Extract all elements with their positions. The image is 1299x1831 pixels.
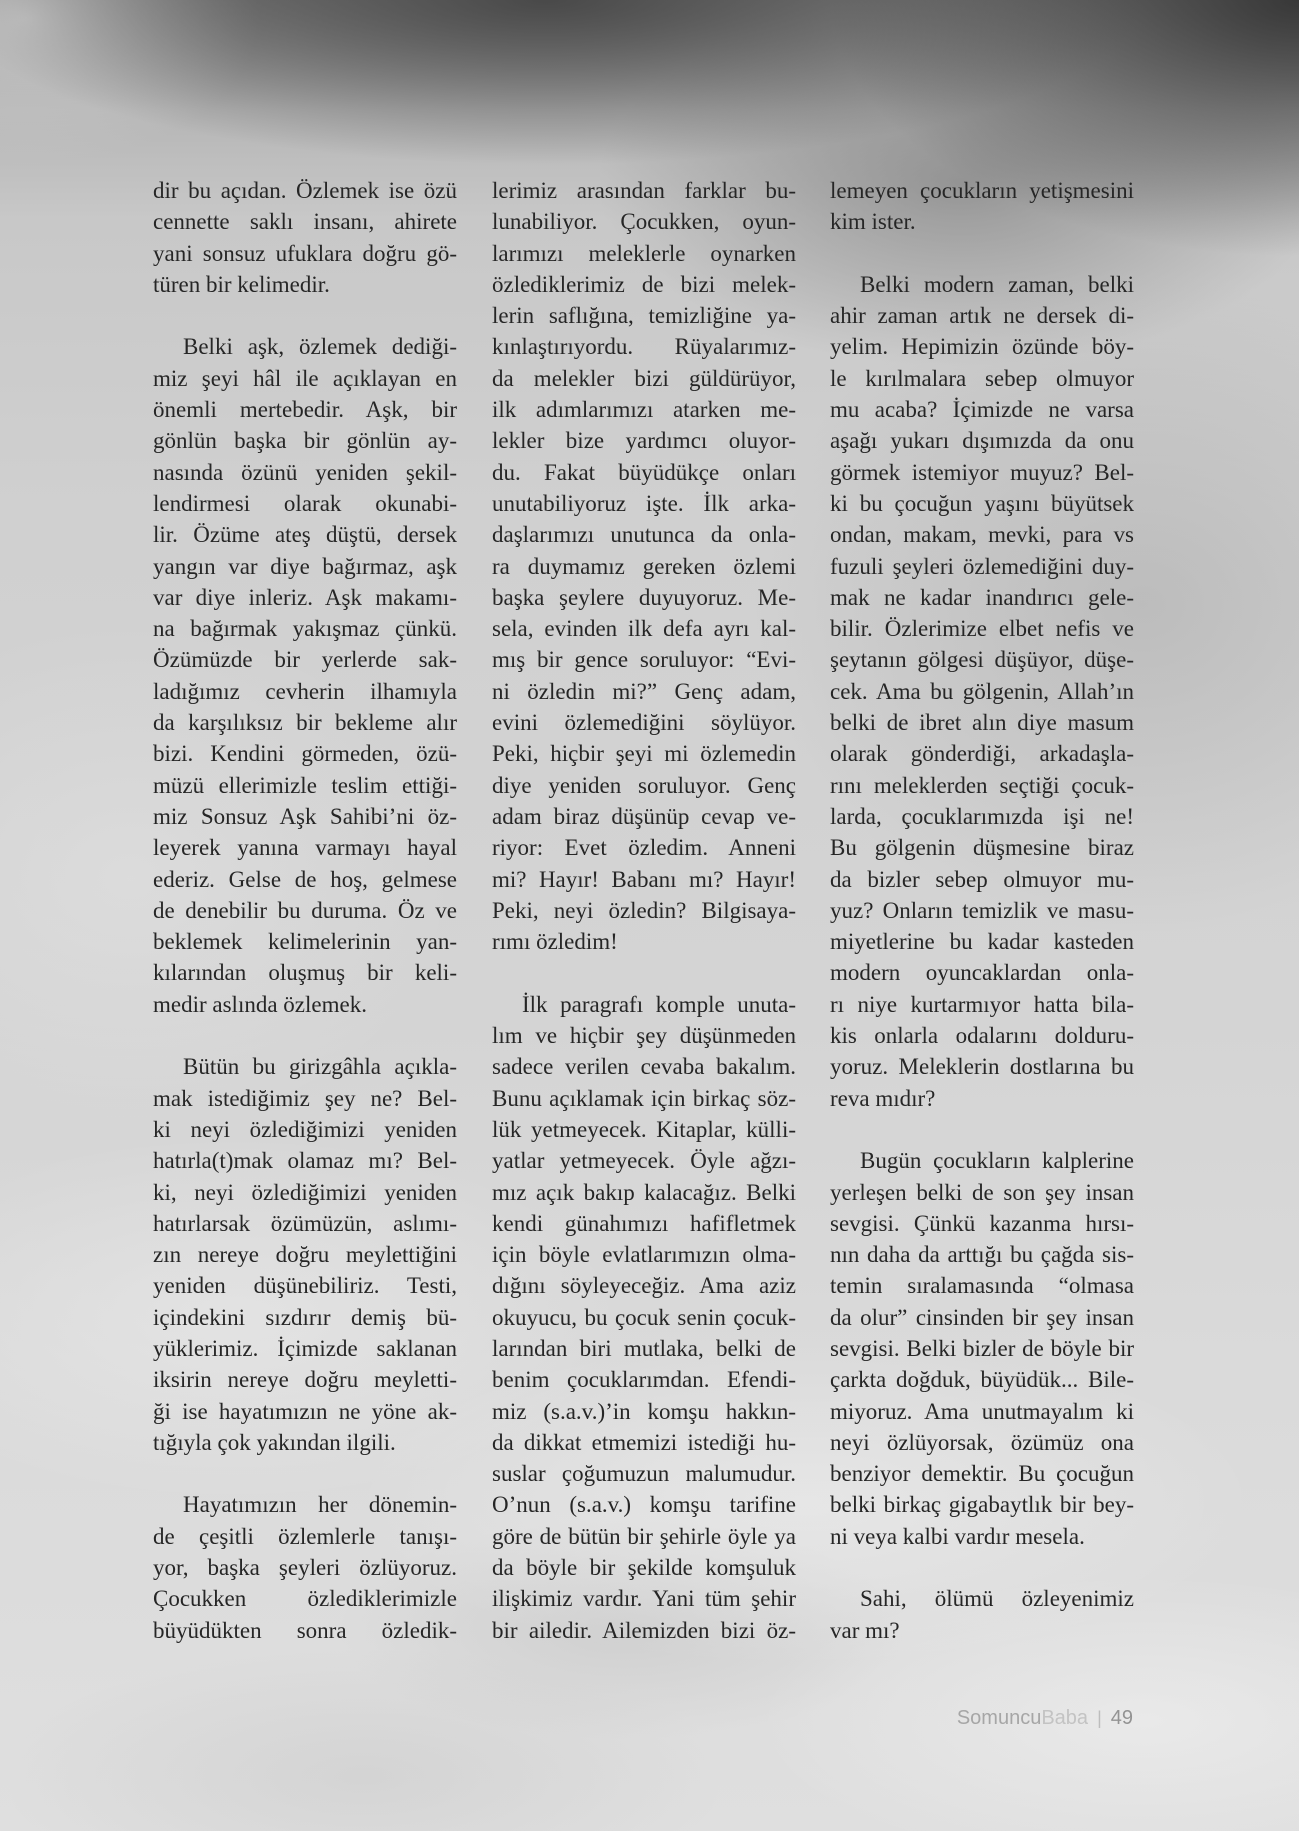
text-line: var mı?: [830, 1617, 900, 1643]
text-line: yangın var diye bağırmaz, aşk: [153, 553, 457, 579]
text-line: Belki modern zaman, belki: [860, 271, 1134, 297]
text-column: [830, 175, 1134, 1646]
text-line: miz şeyi hâl ile açıklayan en: [153, 365, 457, 391]
text-line: miz Sonsuz Aşk Sahibi’ni öz-: [153, 803, 457, 829]
text-line: Peki, neyi özledin? Bilgisaya-: [492, 897, 796, 923]
text-line: miyoruz. Ama unutmayalım ki: [830, 1398, 1134, 1424]
text-line: da böyle bir şekilde komşuluk: [492, 1555, 796, 1581]
text-line: sadece verilen cevaba bakalım.: [492, 1054, 796, 1080]
text-line: Bu gölgenin düşmesine biraz: [830, 835, 1134, 861]
text-line: lemeyen çocukların yetişmesini: [830, 178, 1134, 203]
footer-separator: |: [1097, 1708, 1102, 1728]
text-line: Bugün çocukların kalplerine: [860, 1148, 1134, 1174]
text-line: Hayatımızın her dönemin-: [183, 1492, 457, 1518]
text-line: tığıyla çok yakından ilgili.: [153, 1429, 396, 1455]
text-line: da melekler bizi güldürüyor,: [492, 365, 796, 391]
text-line: büyüdükten sonra özledik-: [153, 1617, 457, 1643]
text-line: olarak gönderdiği, arkadaşla-: [830, 741, 1134, 767]
text-line: yani sonsuz ufuklara doğru gö-: [153, 240, 457, 266]
text-line: dir bu açıdan. Özlemek ise özü: [153, 178, 457, 203]
text-line: Sahi, ölümü özleyenimiz: [860, 1586, 1134, 1612]
text-line: lendirmesi olarak okunabi-: [153, 490, 457, 516]
text-line: O’nun (s.a.v.) komşu tarifine: [492, 1492, 796, 1518]
paragraph: [830, 1145, 1134, 1552]
text-line: yeniden düşünebiliriz. Testi,: [153, 1273, 457, 1299]
text-line: bizi. Kendini görmeden, özü-: [153, 741, 457, 767]
paragraph: [830, 269, 1134, 1114]
text-line: rını meleklerden seçtiği çocuk-: [830, 772, 1134, 798]
text-line: nasında özünü yeniden şekil-: [153, 459, 457, 485]
text-line: yerleşen belki de son şey insan: [830, 1179, 1134, 1205]
text-line: şeytanın gölgesi düşüyor, düşe-: [830, 647, 1134, 673]
text-line: çarkta doğduk, büyüdük... Bile-: [830, 1367, 1134, 1393]
text-line: belki de ibret alın diye masum: [830, 710, 1134, 736]
text-line: reva mıdır?: [830, 1085, 936, 1111]
text-line: benziyor demektir. Bu çocuğun: [830, 1461, 1134, 1487]
text-line: lük yetmeyecek. Kitaplar, külli-: [492, 1116, 796, 1142]
text-line: ahir zaman artık ne dersek di-: [830, 303, 1134, 329]
text-line: kis onlarla odalarını dolduru-: [830, 1023, 1134, 1049]
magazine-brand-first: Somuncu: [956, 1707, 1042, 1729]
text-line: bir ailedir. Ailemizden bizi öz-: [492, 1617, 796, 1643]
text-line: daşlarımızı unutunca da onla-: [492, 522, 796, 548]
text-line: da olur” cinsinden bir şey insan: [830, 1304, 1134, 1330]
text-line: adam biraz düşünüp cevap ve-: [492, 803, 796, 829]
text-line: yüklerimiz. İçimizde saklanan: [153, 1335, 457, 1361]
text-line: temin sıralamasında “olmasa: [830, 1273, 1134, 1299]
text-line: mak ne kadar inandırıcı gele-: [830, 584, 1134, 610]
text-line: kendi günahımızı hafifletmek: [492, 1210, 796, 1236]
text-line: ki bu çocuğun yaşını büyütsek: [830, 490, 1134, 516]
text-line: kılarından oluşmuş bir keli-: [153, 960, 457, 986]
text-line: fuzuli şeyleri özlemediğini duy-: [830, 553, 1134, 579]
text-line: lerin saflığına, temizliğine ya-: [492, 303, 796, 329]
paragraph: [492, 989, 796, 1646]
text-line: türen bir kelimedir.: [153, 271, 330, 297]
text-line: mak istediğimiz şey ne? Bel-: [153, 1085, 457, 1111]
page-footer: [957, 1706, 1133, 1730]
paragraph: [153, 1051, 457, 1458]
text-line: lım ve hiçbir şey düşünmeden: [492, 1023, 796, 1049]
text-line: cennette saklı insanı, ahirete: [153, 209, 457, 235]
text-line: sela, evinden ilk defa ayrı kal-: [492, 616, 796, 642]
text-line: ni veya kalbi vardır mesela.: [830, 1523, 1085, 1549]
text-line: larımızı meleklerle oynarken: [492, 240, 796, 266]
text-line: yatlar yetmeyecek. Öyle ağzı-: [492, 1148, 796, 1174]
paragraph: [830, 175, 1134, 238]
text-line: kınlaştırıyordu. Rüyalarımız-: [492, 334, 796, 360]
text-line: miz (s.a.v.)’in komşu hakkın-: [492, 1398, 796, 1424]
text-line: hatırlarsak özümüzün, aslımı-: [153, 1210, 457, 1236]
text-line: kim ister.: [830, 209, 916, 235]
text-line: müzü ellerimizle teslim ettiği-: [153, 772, 457, 798]
text-line: mu acaba? İçimizde ne varsa: [830, 397, 1134, 423]
text-line: okuyucu, bu çocuk senin çocuk-: [492, 1304, 796, 1330]
paragraph: [492, 175, 796, 957]
text-line: suslar çoğumuzun malumudur.: [492, 1461, 796, 1487]
text-line: ği ise hayatımızın ne yöne ak-: [153, 1398, 457, 1424]
text-line: mış bir gence soruluyor: “Evi-: [492, 647, 796, 673]
text-line: evini özlemediğini söylüyor.: [492, 710, 796, 736]
text-column: [153, 175, 457, 1646]
text-line: iksirin nereye doğru meyletti-: [153, 1367, 457, 1393]
text-line: leyerek yanına varmayı hayal: [153, 835, 457, 861]
text-line: gönlün başka bir gönlün ay-: [153, 428, 457, 454]
text-line: ladığımız cevherin ilhamıyla: [153, 678, 457, 704]
text-line: neyi özlüyorsak, özümüz ona: [830, 1429, 1134, 1455]
paragraph: [830, 1583, 1134, 1646]
text-line: yor, başka şeyleri özlüyoruz.: [153, 1555, 457, 1581]
text-line: belki birkaç gigabaytlık bir bey-: [830, 1492, 1134, 1518]
text-line: hatırla(t)mak olamaz mı? Bel-: [153, 1148, 457, 1174]
text-line: Bunu açıklamak için birkaç söz-: [492, 1085, 796, 1111]
text-line: riyor: Evet özledim. Anneni: [492, 835, 796, 861]
text-line: larda, çocuklarımızda işi ne!: [830, 803, 1134, 829]
text-line: da dikkat etmemizi istediği hu-: [492, 1429, 796, 1455]
text-line: ondan, makam, mevki, para vs: [830, 522, 1134, 548]
text-line: içindekini sızdırır demiş bü-: [153, 1304, 457, 1330]
text-line: de çeşitli özlemlerle tanışı-: [153, 1523, 457, 1549]
text-line: da karşılıksız bir bekleme alır: [153, 710, 457, 736]
text-line: miyetlerine bu kadar kasteden: [830, 929, 1134, 955]
text-line: Belki aşk, özlemek dediği-: [183, 334, 457, 360]
text-line: da bizler sebep olmuyor mu-: [830, 866, 1134, 892]
text-line: sevgisi. Belki bizler de böyle bir: [830, 1335, 1134, 1361]
text-line: lekler bize yardımcı oluyor-: [492, 428, 796, 454]
text-line: Çocukken özlediklerimizle: [153, 1586, 457, 1612]
paragraph: [153, 175, 457, 300]
text-line: yelim. Hepimizin özünde böy-: [830, 334, 1134, 360]
text-line: görmek istemiyor muyuz? Bel-: [830, 459, 1134, 485]
text-line: zın nereye doğru meylettiğini: [153, 1242, 457, 1268]
text-line: mız açık bakıp kalacağız. Belki: [492, 1179, 796, 1205]
text-line: var diye inleriz. Aşk makamı-: [153, 584, 457, 610]
text-line: özlediklerimiz de bizi melek-: [492, 271, 796, 297]
text-line: larından biri mutlaka, belki de: [492, 1335, 796, 1361]
text-line: başka şeylere duyuyoruz. Me-: [492, 584, 796, 610]
text-line: önemli mertebedir. Aşk, bir: [153, 397, 457, 423]
text-line: beklemek kelimelerinin yan-: [153, 929, 457, 955]
text-line: cek. Ama bu gölgenin, Allah’ın: [830, 678, 1134, 704]
text-line: lunabiliyor. Çocukken, oyun-: [492, 209, 796, 235]
text-line: le kırılmalara sebep olmuyor: [830, 365, 1134, 391]
text-line: nın daha da arttığı bu çağda sis-: [830, 1242, 1134, 1268]
text-line: mi? Hayır! Babanı mı? Hayır!: [492, 866, 796, 892]
text-line: ilişkimiz vardır. Yani tüm şehir: [492, 1586, 796, 1612]
page-number: 49: [1110, 1707, 1133, 1729]
text-line: yuz? Onların temizlik ve masu-: [830, 897, 1134, 923]
text-line: medir aslında özlemek.: [153, 991, 367, 1017]
paragraph: [153, 331, 457, 1020]
text-line: modern oyuncaklardan onla-: [830, 960, 1134, 986]
text-line: ra duymamız gereken özlemi: [492, 553, 796, 579]
text-line: lerimiz arasından farklar bu-: [492, 178, 796, 203]
magazine-brand-second: Baba: [1041, 1707, 1089, 1729]
text-line: göre de bütün bir şehirle öyle ya: [492, 1523, 796, 1549]
text-line: sevgisi. Çünkü kazanma hırsı-: [830, 1210, 1134, 1236]
text-line: na bağırmak yakışmaz çünkü.: [153, 616, 457, 642]
text-column: [492, 175, 796, 1646]
paragraph: [153, 1489, 457, 1645]
text-line: Peki, hiçbir şeyi mi özlemedin: [492, 741, 796, 767]
text-line: rı niye kurtarmıyor hatta bila-: [830, 991, 1134, 1017]
text-line: dığını söyleyeceğiz. Ama aziz: [492, 1273, 796, 1299]
text-line: yoruz. Meleklerin dostlarına bu: [830, 1054, 1134, 1080]
text-line: ki, neyi özlediğimizi yeniden: [153, 1179, 457, 1205]
text-line: Bütün bu girizgâhla açıkla-: [183, 1054, 457, 1080]
text-line: du. Fakat büyüdükçe onları: [492, 459, 796, 485]
text-line: ederiz. Gelse de hoş, gelmese: [153, 866, 457, 892]
text-line: için böyle evlatlarımızın olma-: [492, 1242, 796, 1268]
text-line: de denebilir bu duruma. Öz ve: [153, 897, 457, 923]
text-line: benim çocuklarımdan. Efendi-: [492, 1367, 796, 1393]
text-line: Özümüzde bir yerlerde sak-: [153, 647, 457, 673]
text-line: bilir. Özlerimize elbet nefis ve: [830, 616, 1134, 642]
text-line: ki neyi özlediğimizi yeniden: [153, 1116, 457, 1142]
text-line: ni özledin mi?” Genç adam,: [492, 678, 796, 704]
text-line: ilk adımlarımızı atarken me-: [492, 397, 796, 423]
text-line: unutabiliyoruz işte. İlk arka-: [492, 490, 796, 516]
text-line: aşağı yukarı dışımızda da onu: [830, 428, 1134, 454]
text-line: İlk paragrafı komple unuta-: [522, 991, 796, 1017]
text-line: rımı özledim!: [492, 929, 618, 955]
text-line: diye yeniden soruluyor. Genç: [492, 772, 796, 798]
text-line: lir. Özüme ateş düştü, dersek: [153, 522, 457, 548]
